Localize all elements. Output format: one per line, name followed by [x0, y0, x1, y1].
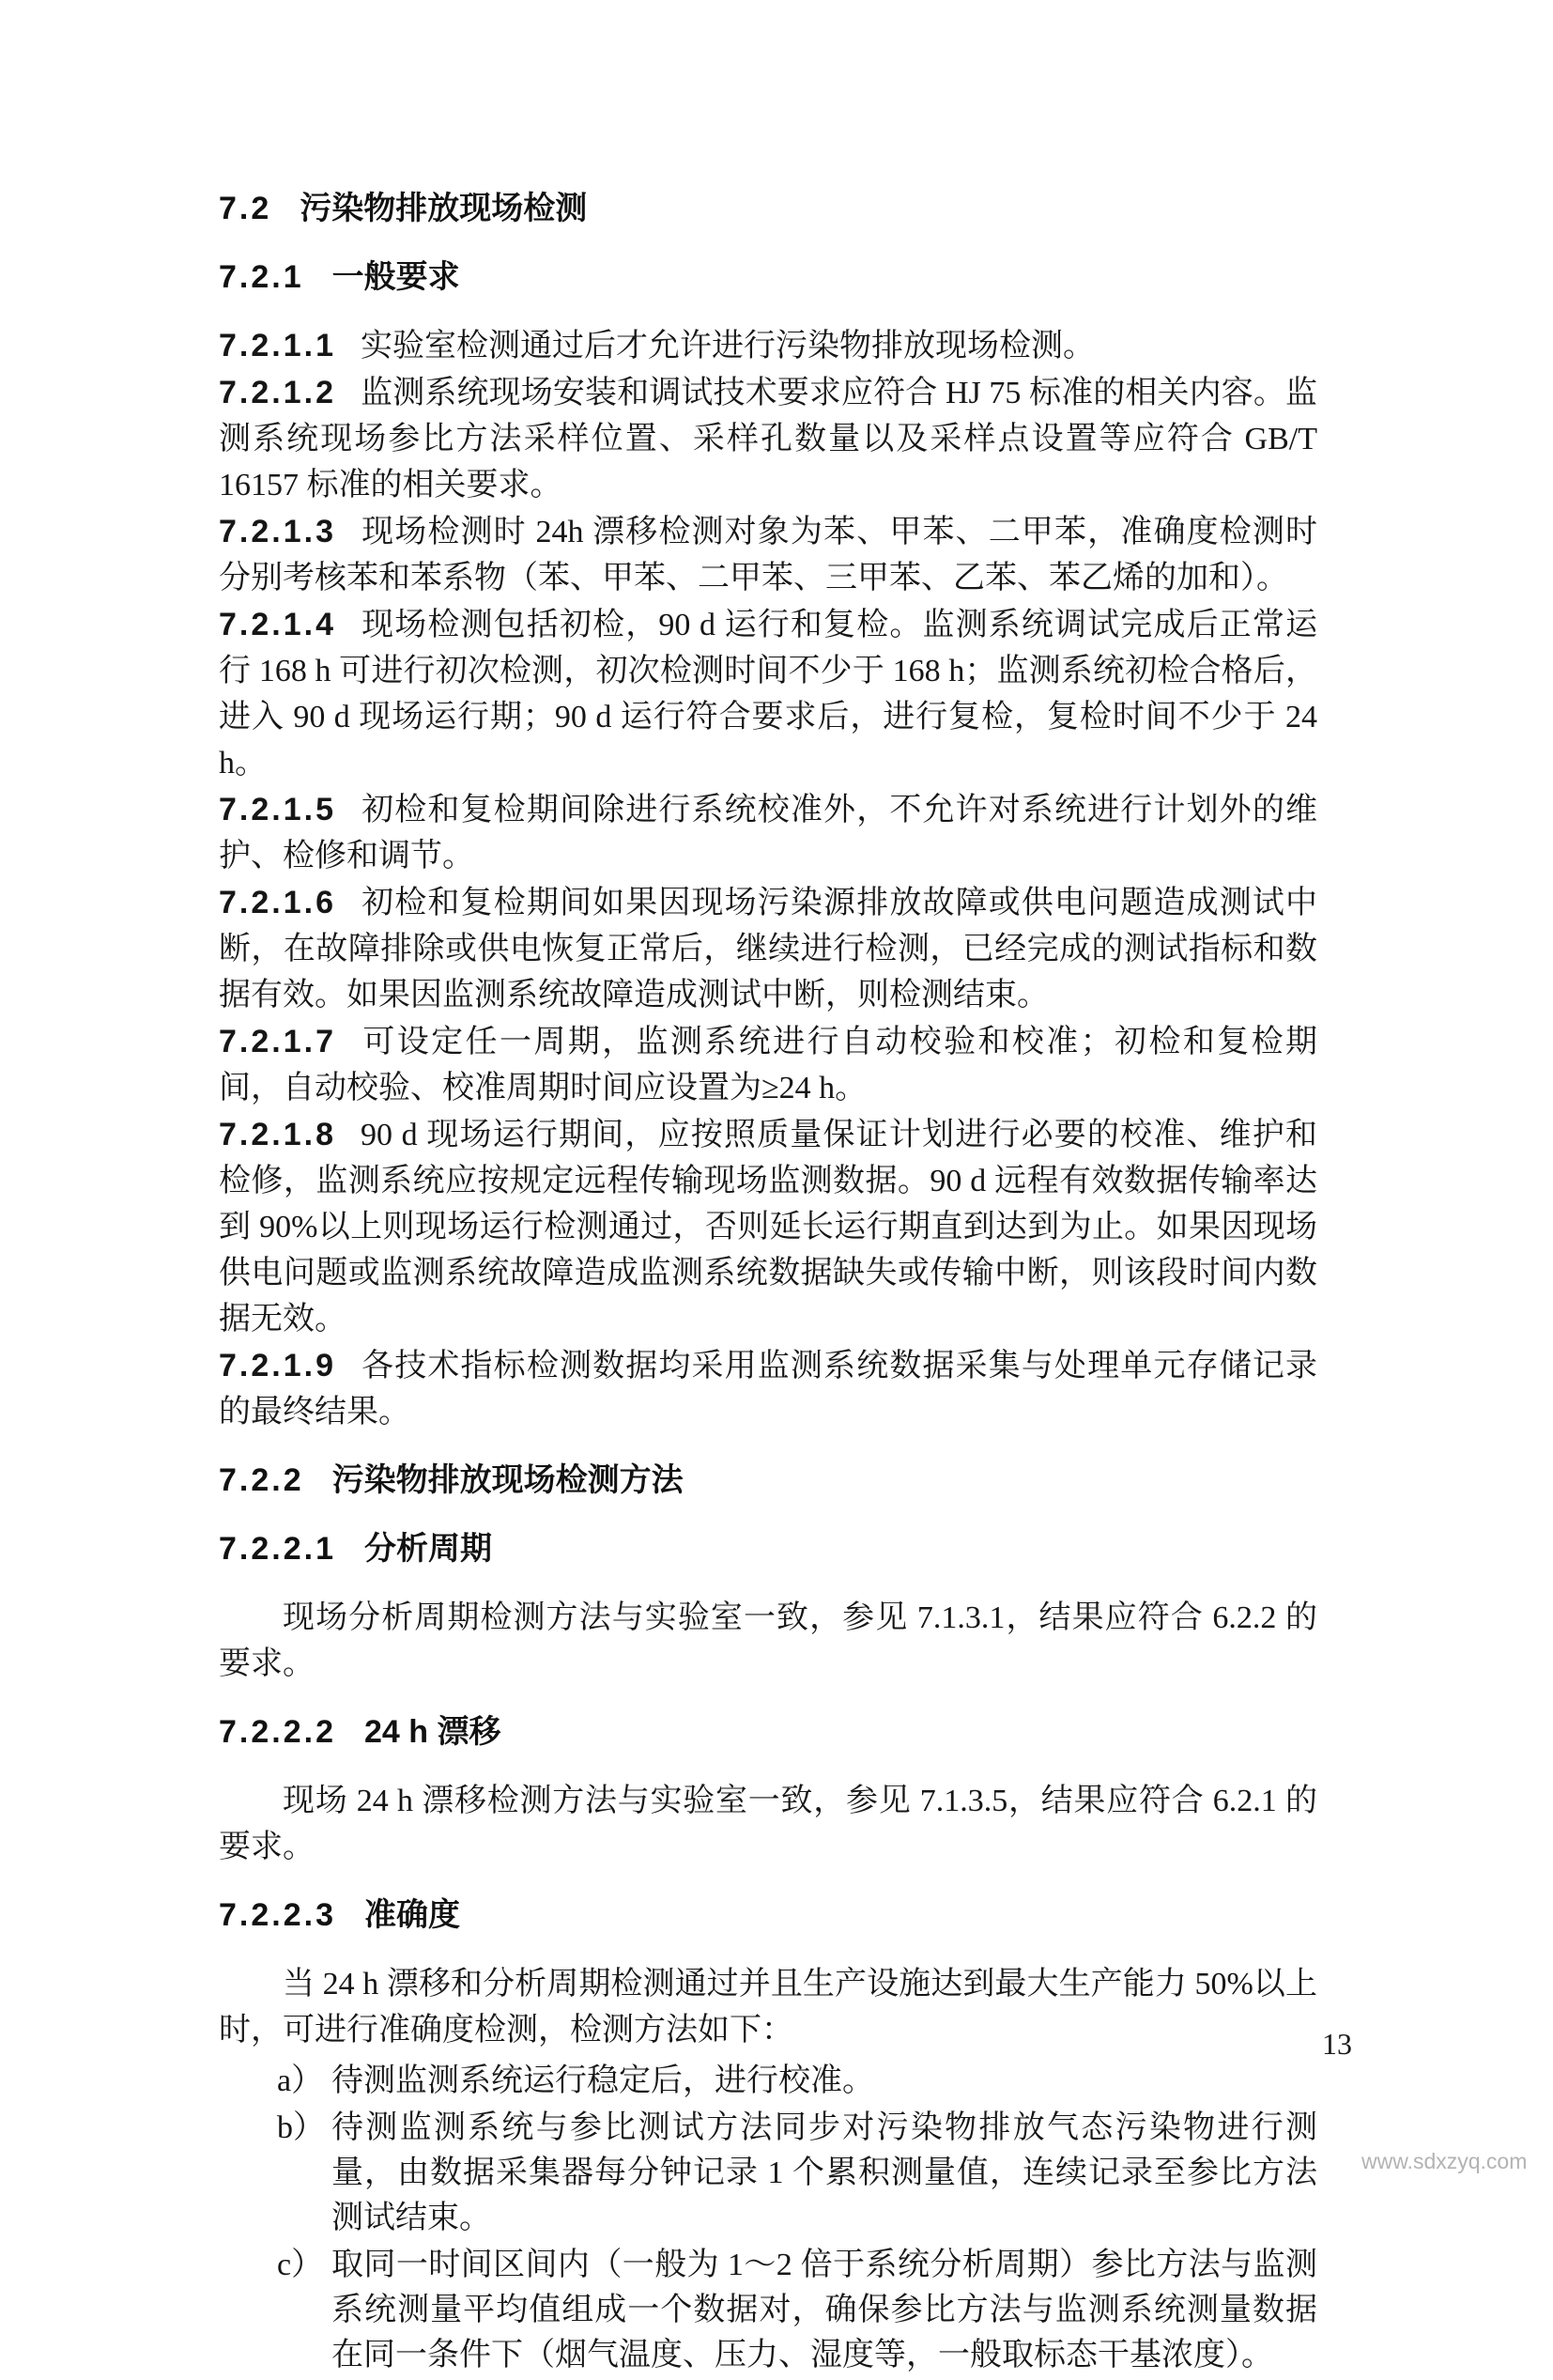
clause-7-2-1-8 [219, 1112, 1317, 1342]
section-heading-7-2-2-3 [219, 1893, 1317, 1939]
section-heading-7-2-2-1 [219, 1526, 1317, 1572]
clause-number: 7.2.1.4 [219, 607, 336, 642]
page-number: 13 [1322, 2027, 1352, 2061]
clause-number: 7.2.1.6 [219, 885, 336, 920]
paragraph-analysis-cycle: 现场分析周期检测方法与实验室一致，参见 7.1.3.1，结果应符合 6.2.2 的要求。 [219, 1600, 1317, 1681]
clause-7-2-1-4 [219, 602, 1317, 786]
clause-number: 7.2.1.5 [219, 792, 336, 827]
clause-number: 7.2.1.2 [219, 375, 336, 410]
clause-text: 实验室检测通过后才允许进行污染物排放现场检测。 [360, 329, 1095, 363]
clause-7-2-1-6 [219, 880, 1317, 1018]
section-number: 7.2 [219, 191, 272, 226]
paragraph-accuracy-intro: 当 24 h 漂移和分析周期检测通过并且生产设施达到最大生产能力 50%以上时，可进行准确度检测，检测方法如下： [219, 1967, 1317, 2048]
clause-7-2-1-5 [219, 787, 1317, 879]
clause-number: 7.2.1.7 [219, 1024, 336, 1059]
section-number: 7.2.2.2 [219, 1714, 336, 1750]
list-item-text: 待测监测系统与参比测试方法同步对污染物排放气态污染物进行测量，由数据采集器每分钟记录 1 个累积测量值，连续记录至参比方法测试结束。 [331, 2110, 1317, 2235]
section-title: 分析周期 [363, 1531, 492, 1567]
clause-text: 可设定任一周期，监测系统进行自动校验和校准；初检和复检期间，自动校验、校准周期时间应设置为≥24 h。 [219, 1025, 1317, 1105]
section-title: 准确度 [363, 1897, 460, 1933]
list-item-b [277, 2106, 1317, 2241]
accuracy-method-list [277, 2059, 1317, 2378]
list-item-text: 待测监测系统运行稳定后，进行校准。 [331, 2063, 874, 2098]
clause-text: 现场检测时 24h 漂移检测对象为苯、甲苯、二甲苯，准确度检测时分别考核苯和苯系物（苯、甲苯、二甲苯、三甲苯、乙苯、苯乙烯的加和）。 [219, 515, 1317, 595]
document-page [219, 186, 1317, 2380]
clause-7-2-1-9 [219, 1343, 1317, 1435]
section-heading-7-2-2 [219, 1458, 1317, 1504]
clause-number: 7.2.1.1 [219, 328, 336, 363]
clause-text: 初检和复检期间除进行系统校准外，不允许对系统进行计划外的维护、检修和调节。 [219, 793, 1317, 873]
clause-text: 监测系统现场安装和调试技术要求应符合 HJ 75 标准的相关内容。监测系统现场参比方法采样位置、采样孔数量以及采样点设置等应符合 GB/T 16157 标准的相关要求。 [219, 376, 1317, 502]
section-number: 7.2.2.3 [219, 1897, 336, 1933]
section-title: 24 h 漂移 [363, 1714, 501, 1750]
list-item-c [277, 2243, 1317, 2378]
section-heading-7-2 [219, 186, 1317, 232]
clause-7-2-1-7 [219, 1019, 1317, 1111]
list-item-label: b） [277, 2110, 325, 2145]
list-item-label: a） [277, 2063, 324, 2098]
section-title: 一般要求 [331, 259, 460, 295]
section-title: 污染物排放现场检测 [300, 191, 588, 226]
clause-7-2-1-1 [219, 323, 1317, 369]
section-heading-7-2-2-2 [219, 1709, 1317, 1755]
paragraph-24h-drift: 现场 24 h 漂移检测方法与实验室一致，参见 7.1.3.5，结果应符合 6.2.1 的要求。 [219, 1784, 1317, 1864]
clause-number: 7.2.1.8 [219, 1117, 336, 1152]
section-heading-7-2-1 [219, 255, 1317, 301]
clause-7-2-1-3 [219, 509, 1317, 601]
clause-number: 7.2.1.9 [219, 1348, 336, 1383]
section-title: 污染物排放现场检测方法 [331, 1462, 684, 1498]
clause-text: 各技术指标检测数据均采用监测系统数据采集与处理单元存储记录的最终结果。 [219, 1349, 1317, 1430]
clause-text: 现场检测包括初检，90 d 运行和复检。监测系统调试完成后正常运行 168 h 可进行初次检测，初次检测时间不少于 168 h；监测系统初检合格后，进入 90 d 现场运行期；90 d 运行符合要求后，进行复检，复检时间不少于 24 h。 [219, 608, 1317, 780]
section-number: 7.2.2.1 [219, 1531, 336, 1567]
section-number: 7.2.2 [219, 1462, 304, 1498]
watermark: www.sdxzyq.com [1361, 2149, 1528, 2173]
section-number: 7.2.1 [219, 259, 304, 295]
clause-7-2-1-2 [219, 370, 1317, 508]
list-item-a [277, 2059, 1317, 2104]
list-item-label: c） [277, 2248, 324, 2282]
list-item-text: 取同一时间区间内（一般为 1～2 倍于系统分析周期）参比方法与监测系统测量平均值组成一个数据对，确保参比方法与监测系统测量数据在同一条件下（烟气温度、压力、湿度等，一般取标态干基浓度）。 [331, 2248, 1317, 2372]
clause-text: 初检和复检期间如果因现场污染源排放故障或供电问题造成测试中断，在故障排除或供电恢复正常后，继续进行检测，已经完成的测试指标和数据有效。如果因监测系统故障造成测试中断，则检测结束。 [219, 886, 1317, 1012]
clause-number: 7.2.1.3 [219, 514, 336, 549]
clause-text: 90 d 现场运行期间，应按照质量保证计划进行必要的校准、维护和检修，监测系统应按规定远程传输现场监测数据。90 d 远程有效数据传输率达到 90%以上则现场运行检测通过，否则延长运行期直到达到为止。如果因现场供电问题或监测系统故障造成监测系统数据缺失或传输中断，则该段时间内数据无效。 [219, 1118, 1317, 1337]
